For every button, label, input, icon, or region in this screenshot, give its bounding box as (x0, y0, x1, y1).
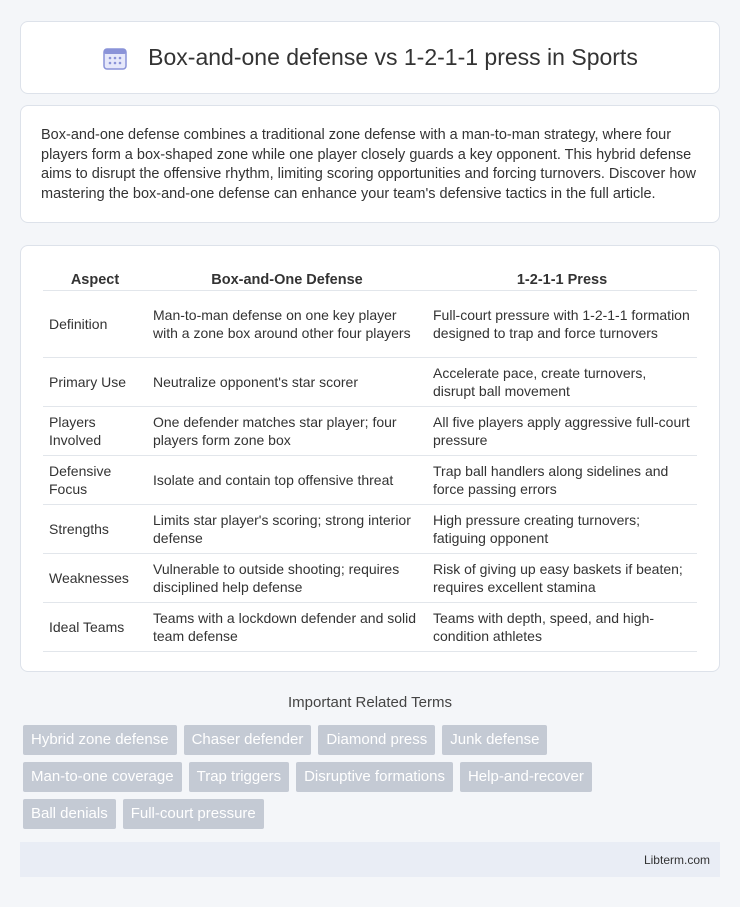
table-row (43, 455, 697, 504)
page-title: Box-and-one defense vs 1-2-1-1 press in Sports (148, 44, 638, 70)
cell-aspect: Players Involved (43, 406, 147, 455)
cell-box: Man-to-man defense on one key player with a zone box around other four players (147, 290, 427, 357)
tag-hybrid-zone-defense[interactable]: Hybrid zone defense (23, 725, 177, 755)
tag-diamond-press[interactable]: Diamond press (318, 725, 435, 755)
cell-press: Full-court pressure with 1-2-1-1 formation designed to trap and force turnovers (427, 290, 697, 357)
table-row (43, 357, 697, 406)
comparison-table-card (20, 245, 720, 672)
related-terms-list (23, 725, 723, 836)
footer-bar (20, 842, 720, 877)
cell-press: All five players apply aggressive full-court pressure (427, 406, 697, 455)
cell-box: Isolate and contain top offensive threat (147, 455, 427, 504)
cell-box: Neutralize opponent's star scorer (147, 357, 427, 406)
tag-help-and-recover[interactable]: Help-and-recover (460, 762, 592, 792)
tag-row (23, 762, 723, 792)
table-row (43, 406, 697, 455)
cell-box: One defender matches star player; four players form zone box (147, 406, 427, 455)
tag-chaser-defender[interactable]: Chaser defender (184, 725, 312, 755)
cell-press: Trap ball handlers along sidelines and force passing errors (427, 455, 697, 504)
footer-site-link[interactable]: Libterm.com (643, 852, 710, 867)
cell-aspect: Ideal Teams (43, 602, 147, 651)
comparison-table (43, 266, 697, 652)
cell-aspect: Weaknesses (43, 553, 147, 602)
intro-text: Box-and-one defense combines a traditional zone defense with a man-to-man strategy, where four players form a box-shaped zone while one player closely guards a key opponent. This hybrid defense aims to disrupt the offensive rhythm, limiting scoring opportunities and forcing turnovers. Discover how mastering the box-and-one defense can enhance your team's defensive tactics in the full article. (41, 127, 696, 202)
cell-press: Risk of giving up easy baskets if beaten; requires excellent stamina (427, 553, 697, 602)
cell-box: Vulnerable to outside shooting; requires disciplined help defense (147, 553, 427, 602)
cell-press: Accelerate pace, create turnovers, disrupt ball movement (427, 357, 697, 406)
cell-press: Teams with depth, speed, and high-condition athletes (427, 602, 697, 651)
cell-aspect: Primary Use (43, 357, 147, 406)
cell-box: Teams with a lockdown defender and solid team defense (147, 602, 427, 651)
table-row (43, 602, 697, 651)
table-row (43, 504, 697, 553)
table-header-row (43, 266, 697, 290)
header-aspect: Aspect (43, 266, 147, 290)
header-card (20, 21, 720, 94)
header-press: 1-2-1-1 Press (427, 266, 697, 290)
intro-card (20, 105, 720, 223)
calendar-grid-icon (102, 45, 128, 71)
tag-ball-denials[interactable]: Ball denials (23, 799, 116, 829)
table-row (43, 290, 697, 357)
tag-full-court-pressure[interactable]: Full-court pressure (123, 799, 264, 829)
tag-man-to-one-coverage[interactable]: Man-to-one coverage (23, 762, 182, 792)
tag-junk-defense[interactable]: Junk defense (442, 725, 547, 755)
header-box-and-one: Box-and-One Defense (147, 266, 427, 290)
cell-aspect: Defensive Focus (43, 455, 147, 504)
table-row (43, 553, 697, 602)
related-terms-title: Important Related Terms (288, 694, 452, 711)
tag-row (23, 799, 723, 829)
cell-aspect: Definition (43, 290, 147, 357)
tag-row (23, 725, 723, 755)
tag-disruptive-formations[interactable]: Disruptive formations (296, 762, 453, 792)
cell-aspect: Strengths (43, 504, 147, 553)
tag-trap-triggers[interactable]: Trap triggers (189, 762, 289, 792)
cell-box: Limits star player's scoring; strong interior defense (147, 504, 427, 553)
cell-press: High pressure creating turnovers; fatiguing opponent (427, 504, 697, 553)
